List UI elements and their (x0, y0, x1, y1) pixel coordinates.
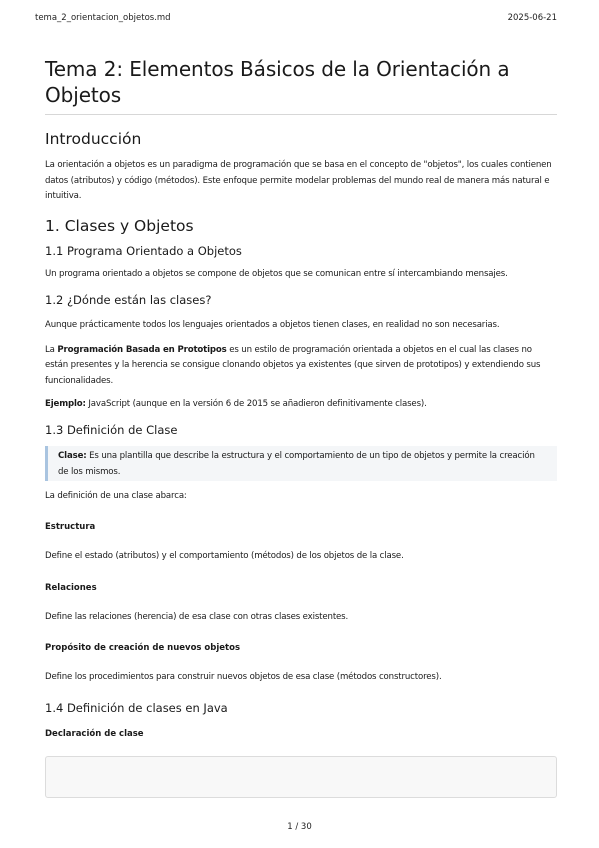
export-date: 2025-06-21 (507, 13, 557, 23)
structure-text: Define el estado (atributos) y el comportamiento (métodos) de los objetos de la clase. (45, 551, 404, 561)
creation-purpose-text: Define los procedimientos para construir nuevos objetos de esa clase (métodos constructores). (45, 672, 442, 682)
example-paragraph (45, 397, 557, 413)
example-text: JavaScript (aunque en la versión 6 de 2015 se añadieron definitivamente clases). (85, 399, 427, 409)
class-definition-intro: La definición de una clase abarca: (45, 490, 187, 501)
creation-purpose-heading: Propósito de creación de nuevos objetos (45, 643, 241, 653)
relations-text: Define las relaciones (herencia) de esa clase con otras clases existentes. (45, 611, 349, 622)
section-1-1-heading: 1.1 Programa Orientado a Objetos (45, 243, 242, 258)
relations-heading: Relaciones (45, 582, 97, 593)
intro-paragraph: La orientación a objetos es un paradigma de programación que se basa en el concepto de "objetos", los cuales contienen datos (atributos) y código (métodos). Este enfoque permite modelar problemas del mundo real de manera más natural e intuitiva. (45, 160, 552, 201)
page-header (35, 13, 557, 23)
quote-text (58, 448, 547, 480)
section-1-3-heading: 1.3 Definición de Clase (45, 422, 178, 437)
section-1-2-heading: 1.2 ¿Dónde están las clases? (45, 293, 212, 307)
document-body (45, 56, 557, 798)
quote-term: Clase: (58, 450, 87, 461)
page-title: Tema 2: Elementos Básicos de la Orientación a Objetos (45, 56, 557, 115)
page-number: 1 / 30 (287, 822, 312, 832)
class-definition-quote (45, 446, 557, 481)
code-block (45, 756, 557, 798)
section-1-heading: 1. Clases y Objetos (45, 216, 194, 235)
structure-heading: Estructura (45, 522, 96, 532)
class-declaration-heading: Declaración de clase (45, 728, 144, 739)
file-name: tema_2_orientacion_objetos.md (35, 13, 171, 23)
section-1-4-heading: 1.4 Definición de clases en Java (45, 700, 228, 715)
quote-definition: Es una plantilla que describe la estructura y el comportamiento de un tipo de objetos y permite la creación de los mismos. (58, 450, 535, 477)
example-label: Ejemplo: (45, 399, 86, 409)
section-1-2-paragraph-1: Aunque prácticamente todos los lenguajes orientados a objetos tienen clases, en realidad no son necesarias. (45, 320, 500, 330)
prototypes-prefix: La (45, 344, 58, 355)
section-1-1-paragraph: Un programa orientado a objetos se compone de objetos que se comunican entre sí intercambiando mensajes. (45, 268, 508, 279)
section-1-2-paragraph-2 (45, 343, 557, 390)
intro-heading: Introducción (45, 130, 142, 148)
prototypes-term: Programación Basada en Prototipos (57, 344, 227, 355)
prototypes-text: es un estilo de programación orientada a objetos en el cual las clases no están presentes y la herencia se consigue clonando objetos ya existentes (que sirven de prototipos) y extendiendo sus funcionalidades. (45, 344, 541, 386)
